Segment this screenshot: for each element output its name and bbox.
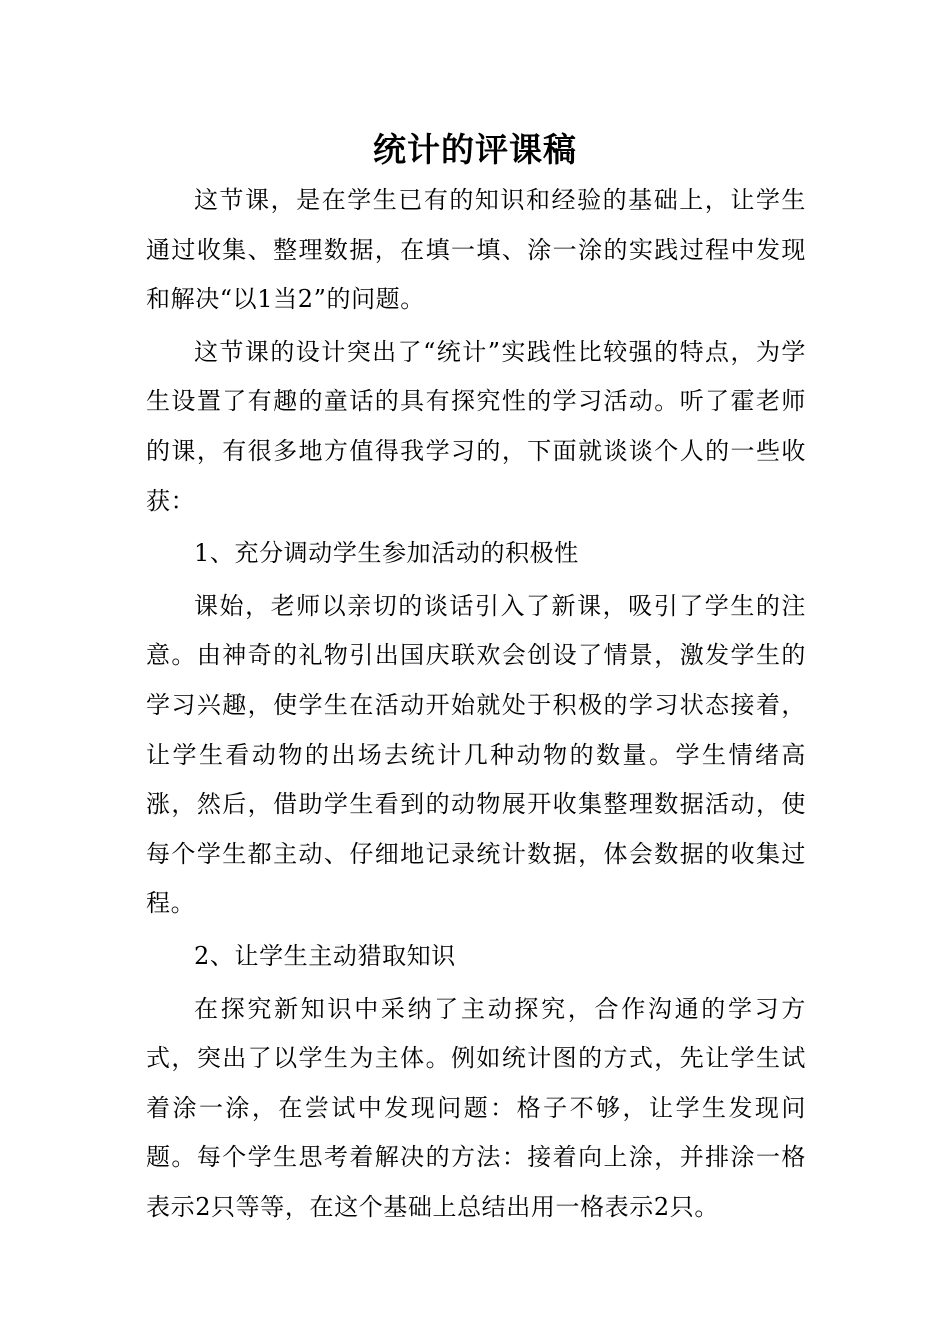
paragraph-design: 这节课的设计突出了“统计”实践性比较强的特点，为学生设置了有趣的童话的具有探究性的学习活动。听了霍老师的课，有很多地方值得我学习的，下面就谈谈个人的一些收获： — [146, 337, 806, 515]
paragraph-section-1: 课始，老师以亲切的谈话引入了新课，吸引了学生的注意。由神奇的礼物引出国庆联欢会创设了情景，激发学生的学习兴趣，使学生在活动开始就处于积极的学习状态接着，让学生看动物的出场去统计几种动物的数量。学生情绪高涨，然后，借助学生看到的动物展开收集整理数据活动，使每个学生都主动、仔细地记录统计数据，体会数据的收集过程。 — [146, 591, 806, 918]
document-title: 统计的评课稿 — [373, 130, 577, 169]
section-heading-2: 2、让学生主动猎取知识 — [194, 941, 456, 970]
document-body — [146, 176, 806, 1232]
paragraph-section-2: 在探究新知识中采纳了主动探究，合作沟通的学习方式，突出了以学生为主体。例如统计图的方式，先让学生试着涂一涂，在尝试中发现问题：格子不够，让学生发现问题。每个学生思考着解决的方法：接着向上涂，并排涂一格表示2只等等，在这个基础上总结出用一格表示2只。 — [146, 994, 806, 1221]
section-heading-1: 1、充分调动学生参加活动的积极性 — [194, 539, 579, 568]
paragraph-intro: 这节课，是在学生已有的知识和经验的基础上，让学生通过收集、整理数据，在填一填、涂一涂的实践过程中发现和解决“以1当2”的问题。 — [146, 186, 806, 314]
